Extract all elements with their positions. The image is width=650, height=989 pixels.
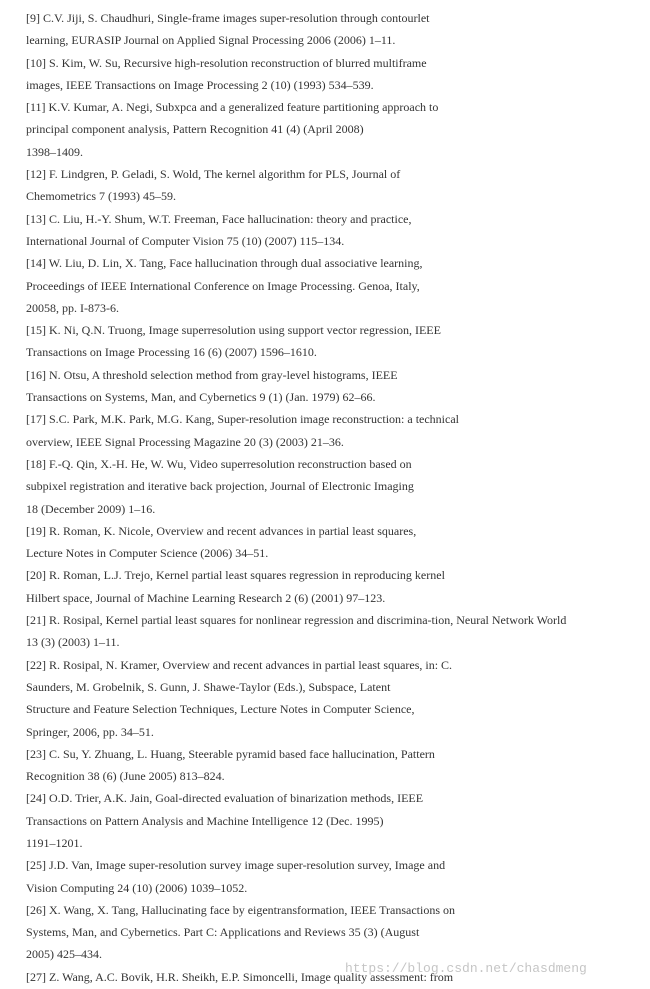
reference-line: Proceedings of IEEE International Conference on Image Processing. Genoa, Italy, [26,278,420,293]
reference-entry [26,787,626,854]
reference-entry [26,7,626,52]
reference-line: Springer, 2006, pp. 34–51. [26,724,154,739]
reference-line: Recognition 38 (6) (June 2005) 813–824. [26,769,225,784]
reference-entry [26,208,626,253]
reference-line: 2005) 425–434. [26,947,102,962]
reference-line: 13 (3) (2003) 1–11. [26,635,120,650]
reference-line: [18] F.-Q. Qin, X.-H. He, W. Wu, Video superresolution reconstruction based on [26,456,412,471]
reference-line: [15] K. Ni, Q.N. Truong, Image superresolution using support vector regression, IEEE [26,323,441,338]
reference-entry [26,654,626,743]
reference-entry [26,609,626,654]
reference-line: Vision Computing 24 (10) (2006) 1039–1052. [26,880,248,895]
reference-list [26,7,626,988]
reference-line: 1191–1201. [26,835,83,850]
reference-line: [13] C. Liu, H.-Y. Shum, W.T. Freeman, Face hallucination: theory and practice, [26,211,412,226]
reference-entry [26,163,626,208]
reference-line: [26] X. Wang, X. Tang, Hallucinating face by eigentransformation, IEEE Transactions on [26,902,455,917]
reference-line: subpixel registration and iterative back projection, Journal of Electronic Imaging [26,479,414,494]
reference-line: Structure and Feature Selection Techniques, Lecture Notes in Computer Science, [26,702,415,717]
reference-line: Saunders, M. Grobelnik, S. Gunn, J. Shawe-Taylor (Eds.), Subspace, Latent [26,679,391,694]
reference-entry [26,96,626,163]
reference-entry [26,364,626,409]
reference-entry [26,743,626,788]
reference-entry [26,854,626,899]
reference-entry [26,520,626,565]
reference-line: [27] Z. Wang, A.C. Bovik, H.R. Sheikh, E.P. Simoncelli, Image quality assessment: from [26,969,454,984]
reference-line: International Journal of Computer Vision 75 (10) (2007) 115–134. [26,233,345,248]
reference-entry [26,319,626,364]
reference-line: Transactions on Image Processing 16 (6) (2007) 1596–1610. [26,345,317,360]
reference-line: Hilbert space, Journal of Machine Learning Research 2 (6) (2001) 97–123. [26,590,386,605]
reference-line: overview, IEEE Signal Processing Magazine 20 (3) (2003) 21–36. [26,434,344,449]
reference-entry [26,252,626,319]
reference-line: Chemometrics 7 (1993) 45–59. [26,189,176,204]
reference-line: [22] R. Rosipal, N. Kramer, Overview and recent advances in partial least squares, in: C. [26,657,453,672]
reference-entry [26,52,626,97]
reference-line: [20] R. Roman, L.J. Trejo, Kernel partial least squares regression in reproducing kernel [26,568,445,583]
reference-line: [12] F. Lindgren, P. Geladi, S. Wold, The kernel algorithm for PLS, Journal of [26,167,401,182]
reference-line: Lecture Notes in Computer Science (2006) 34–51. [26,546,269,561]
reference-entry [26,899,626,966]
reference-line: [23] C. Su, Y. Zhuang, L. Huang, Steerable pyramid based face hallucination, Pattern [26,746,435,761]
reference-line: [17] S.C. Park, M.K. Park, M.G. Kang, Super-resolution image reconstruction: a technical [26,412,460,427]
reference-line: [24] O.D. Trier, A.K. Jain, Goal-directed evaluation of binarization methods, IEEE [26,791,424,806]
reference-line: Transactions on Systems, Man, and Cybernetics 9 (1) (Jan. 1979) 62–66. [26,390,376,405]
reference-entry [26,408,626,453]
reference-entry [26,564,626,609]
reference-line: [19] R. Roman, K. Nicole, Overview and recent advances in partial least squares, [26,523,417,538]
reference-line: 20058, pp. I-873-6. [26,300,119,315]
reference-entry [26,453,626,520]
reference-line: [10] S. Kim, W. Su, Recursive high-resolution reconstruction of blurred multiframe [26,55,427,70]
reference-line: [16] N. Otsu, A threshold selection method from gray-level histograms, IEEE [26,367,398,382]
reference-line: [21] R. Rosipal, Kernel partial least squares for nonlinear regression and discrimina-tion, Neural Network World [26,613,567,628]
reference-line: [11] K.V. Kumar, A. Negi, Subxpca and a generalized feature partitioning approach to [26,100,439,115]
reference-line: 1398–1409. [26,144,83,159]
reference-line: 18 (December 2009) 1–16. [26,501,156,516]
reference-line: Systems, Man, and Cybernetics. Part C: Applications and Reviews 35 (3) (August [26,925,420,940]
reference-line: [25] J.D. Van, Image super-resolution survey image super-resolution survey, Image and [26,858,446,873]
reference-line: learning, EURASIP Journal on Applied Signal Processing 2006 (2006) 1–11. [26,33,396,48]
watermark: https://blog.csdn.net/chasdmeng [345,961,587,976]
reference-line: [14] W. Liu, D. Lin, X. Tang, Face hallucination through dual associative learning, [26,256,423,271]
reference-line: Transactions on Pattern Analysis and Machine Intelligence 12 (Dec. 1995) [26,813,384,828]
reference-line: images, IEEE Transactions on Image Processing 2 (10) (1993) 534–539. [26,77,374,92]
reference-line: principal component analysis, Pattern Recognition 41 (4) (April 2008) [26,122,364,137]
reference-line: [9] C.V. Jiji, S. Chaudhuri, Single-frame images super-resolution through contourlet [26,11,430,25]
